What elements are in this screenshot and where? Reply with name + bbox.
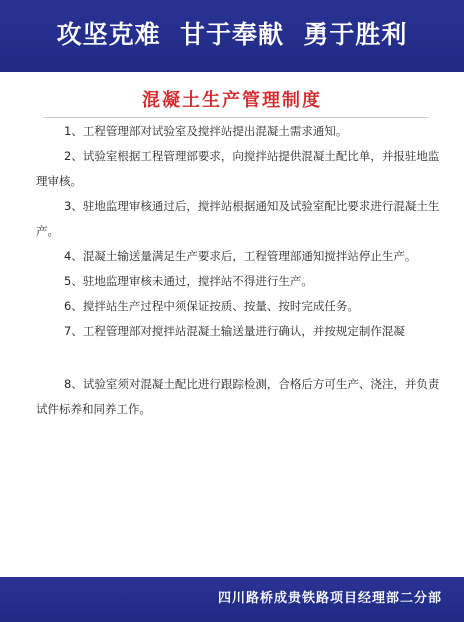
clause-4: 4、混凝土输送量满足生产要求后，工程管理部通知搅拌站停止生产。: [64, 249, 417, 263]
clause-2: 2、试验室根据工程管理部要求，向搅拌站提供混凝土配比单，并报驻地监理审核。: [36, 149, 440, 188]
title-divider: [44, 117, 428, 118]
organization-name: 四川路桥成贵铁路项目经理部二分部: [217, 591, 442, 606]
document-title: 混凝土生产管理制度: [142, 90, 322, 111]
clause-8: 8、试验室须对混凝土配比进行跟踪检测，合格后方可生产、浇注，并负责试件标养和同养工作。: [36, 377, 440, 416]
slogan-text: 攻坚克难 甘于奉献 勇于胜利: [56, 20, 408, 49]
clause-7: 7、工程管理部对搅拌站混凝土输送量进行确认，并按规定制作混凝: [64, 324, 405, 338]
header-banner: [0, 0, 464, 72]
clause-6: 6、搅拌站生产过程中须保证按质、按量、按时完成任务。: [64, 299, 359, 313]
footer-banner: [0, 577, 464, 622]
clause-1: 1、工程管理部对试验室及搅拌站提出混凝土需求通知。: [64, 124, 348, 138]
clause-5: 5、驻地监理审核未通过，搅拌站不得进行生产。: [64, 274, 313, 288]
clause-3: 3、驻地监理审核通过后，搅拌站根据通知及试验室配比要求进行混凝土生产。: [36, 199, 440, 238]
